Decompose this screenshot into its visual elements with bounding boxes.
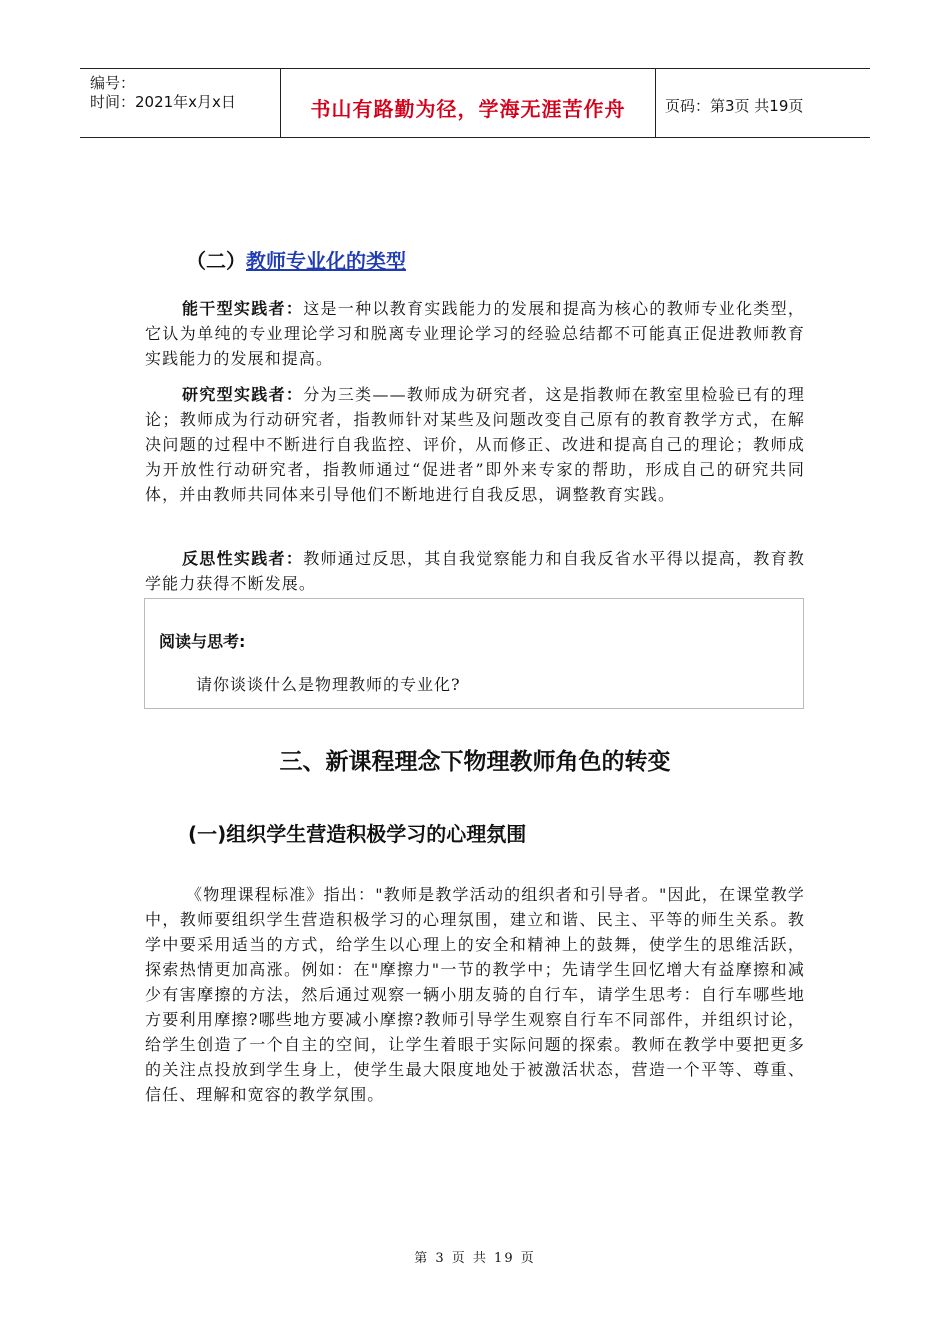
reflective-practitioner-term: 反思性实践者： xyxy=(182,549,304,568)
section-2-heading xyxy=(186,245,406,274)
section-3-heading: 三、新课程理念下物理教师角色的转变 xyxy=(279,749,671,775)
capable-practitioner-term: 能干型实践者： xyxy=(182,299,304,318)
header-table xyxy=(80,68,870,138)
number-label: 编号： xyxy=(90,74,136,92)
research-practitioner-text: 分为三类——教师成为研究者，这是指教师在教室里检验已有的理论；教师成为行动研究者，指教师针对某些及问题改变自己原有的教育教学方式，在解决问题的过程中不断进行自我监控、评价，从而修正、改进和提高自己的理论；教师成为开放性行动研究者，指教师通过“促进者”即外来专家的帮助，形成自己的研究共同体，并由教师共同体来引导他们不断地进行自我反思，调整教育实践。 xyxy=(145,385,806,504)
section-2-prefix: （二） xyxy=(186,249,246,273)
section-3-sub1-heading: (一)组织学生营造积极学习的心理氛围 xyxy=(188,822,527,846)
time-label: 时间：2021年x月x日 xyxy=(90,93,236,111)
reading-box-question: 请你谈谈什么是物理教师的专业化? xyxy=(196,675,461,694)
teacher-professionalization-types-link[interactable]: 教师专业化的类型 xyxy=(246,249,406,273)
header-page-cell xyxy=(656,69,870,137)
motto: 书山有路勤为径，学海无涯苦作舟 xyxy=(310,97,626,121)
reflective-practitioner-paragraph xyxy=(145,546,805,596)
reading-box-title: 阅读与思考: xyxy=(159,632,246,651)
research-practitioner-term: 研究型实践者： xyxy=(182,385,304,404)
research-practitioner-paragraph xyxy=(145,382,805,507)
reflective-practitioner-text: 教师通过反思，其自我觉察能力和自我反省水平得以提高，教育教学能力获得不断发展。 xyxy=(145,549,806,593)
header-page-label: 页码：第3页 共19页 xyxy=(665,97,804,115)
page-footer: 第 3 页 共 19 页 xyxy=(414,1251,536,1266)
reading-thinking-box xyxy=(144,598,804,709)
section-3-body-paragraph: 《物理课程标准》指出："教师是教学活动的组织者和引导者。"因此，在课堂教学中，教师要组织学生营造积极学习的心理氛围，建立和谐、民主、平等的师生关系。教学中要采用适当的方式，给学生以心理上的安全和精神上的鼓舞，使学生的思维活跃，探索热情更加高涨。例如：在"摩擦力"一节的教学中；先请学生回忆增大有益摩擦和减少有害摩擦的方法，然后通过观察一辆小朋友骑的自行车，请学生思考：自行车哪些地方要利用摩擦?哪些地方要减小摩擦?教师引导学生观察自行车不同部件，并组织讨论，给学生创造了一个自主的空间，让学生着眼于实际问题的探索。教师在教学中要把更多的关注点投放到学生身上，使学生最大限度地处于被激活状态，营造一个平等、尊重、信任、理解和宽容的教学氛围。 xyxy=(145,885,805,1104)
header-info-cell xyxy=(80,69,281,137)
capable-practitioner-paragraph xyxy=(145,296,805,371)
header-motto-cell xyxy=(281,69,656,137)
capable-practitioner-text: 这是一种以教育实践能力的发展和提高为核心的教师专业化类型，它认为单纯的专业理论学习和脱离专业理论学习的经验总结都不可能真正促进教师教育实践能力的发展和提高。 xyxy=(145,299,806,368)
